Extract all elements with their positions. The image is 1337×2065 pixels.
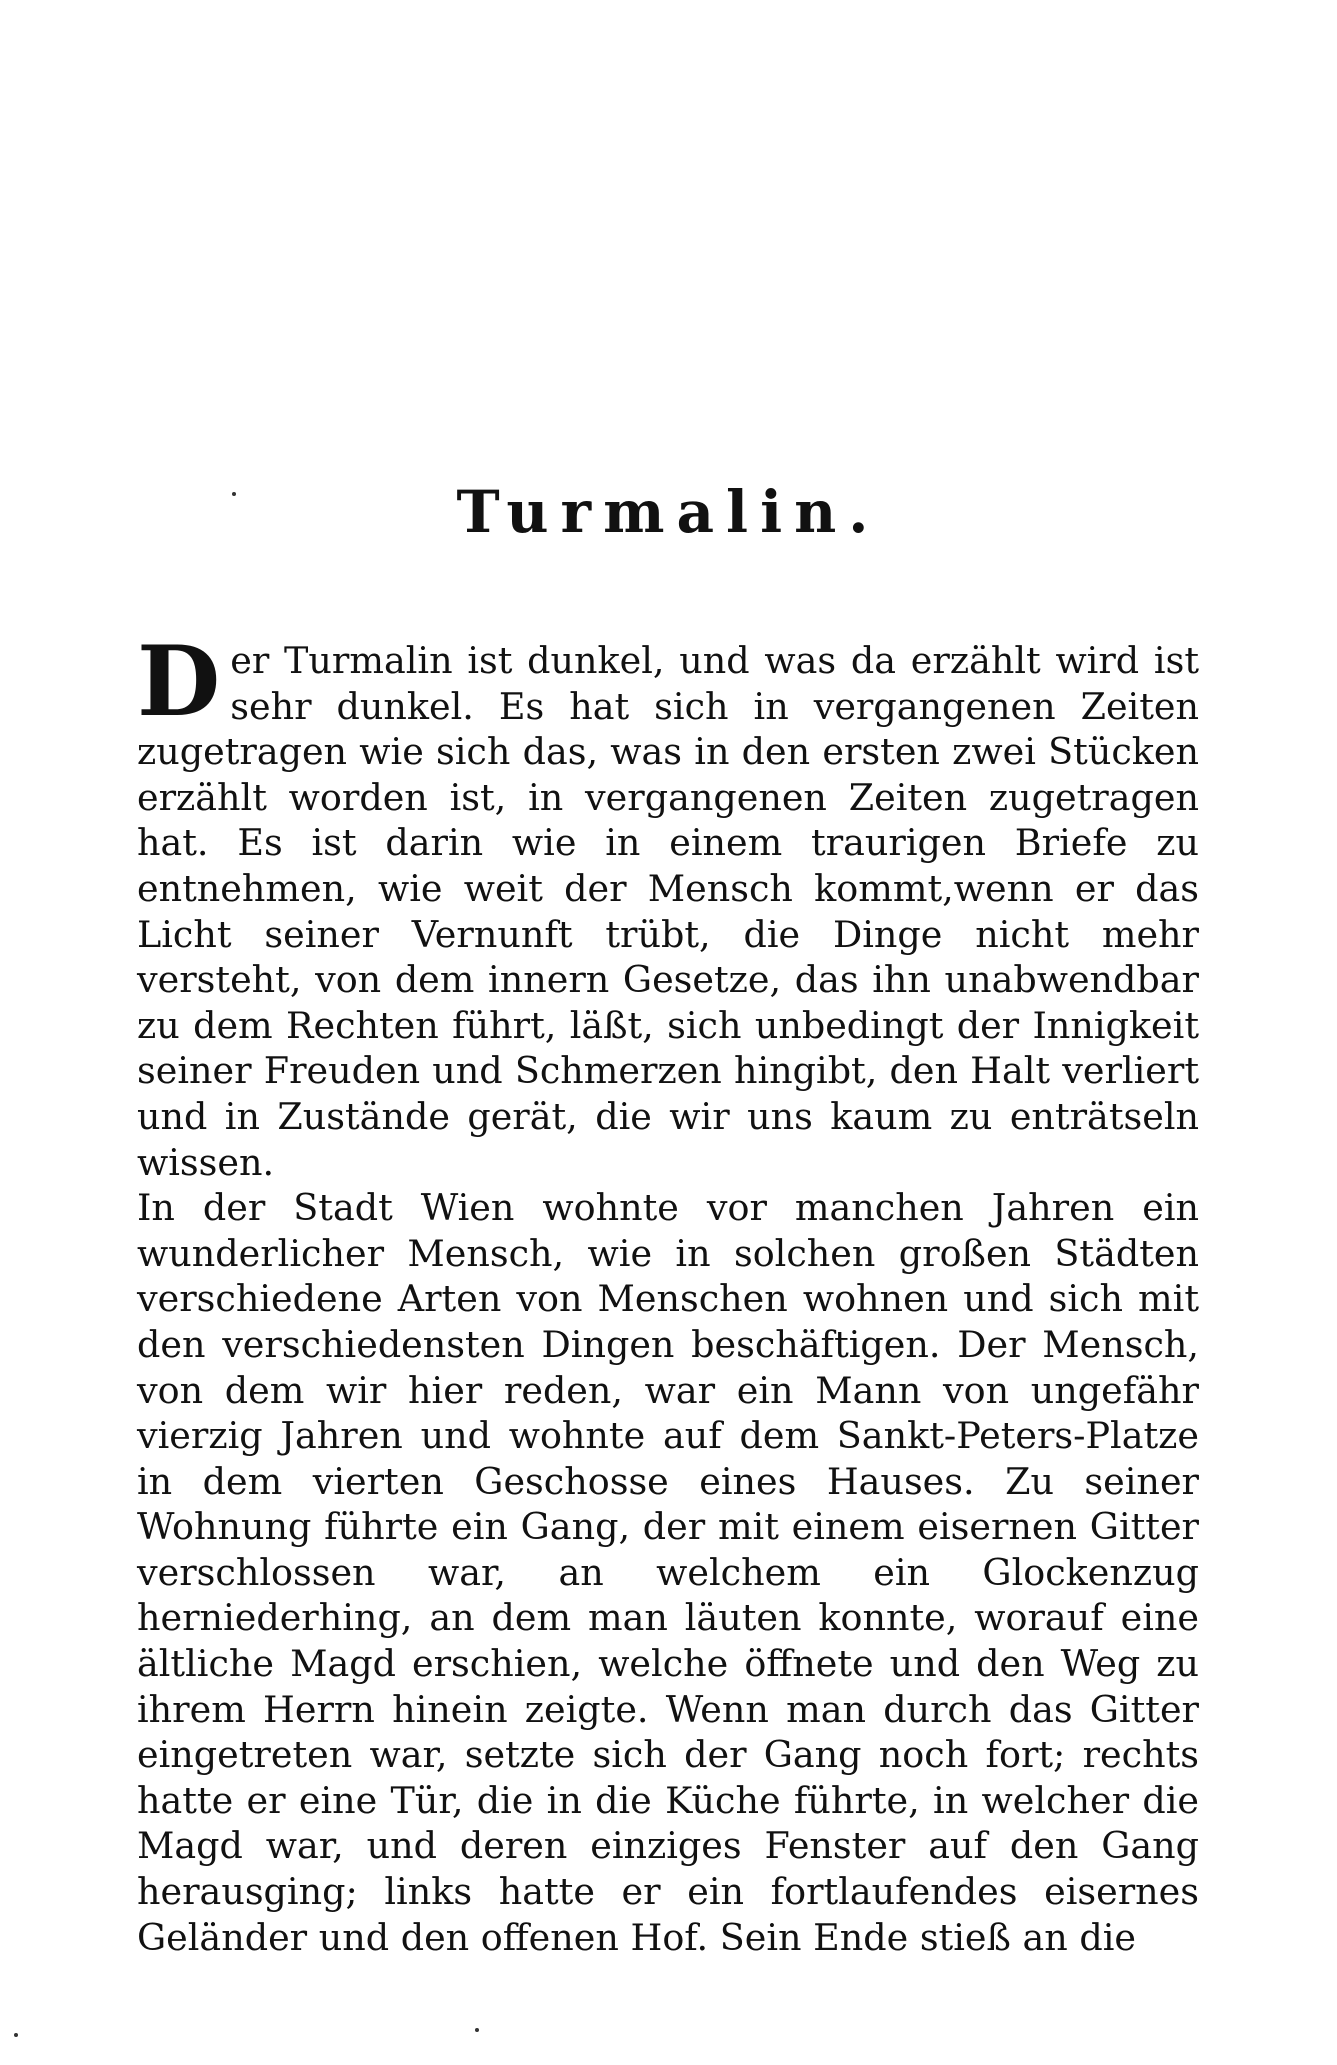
paragraph-1 xyxy=(137,625,1199,1185)
paragraph-2 xyxy=(137,1185,1199,1960)
paragraph-2-text: In der Stadt Wien wohnte vor manchen Jahren ein wunderlicher Mensch, wie in solchen großen Städten verschiedene Arten von Menschen wohnen und sich mit den verschiedensten Dingen beschäftigen. Der Mensch, von dem wir hier reden, war ein Mann von ungefähr vierzig Jahren und wohnte auf dem Sankt-Peters-Platze in dem vierten Geschosse eines Hauses. Zu seiner Wohnung führte ein Gang, der mit einem eisernen Gitter verschlossen war, an welchem ein Glockenzug herniederhing, an dem man läuten konnte, worauf eine ältliche Magd erschien, welche öffnete und den Weg zu ihrem Herrn hinein zeigte. Wenn man durch das Gitter eingetreten war, setzte sich der Gang noch fort; rechts hatte er eine Tür, die in die Küche führte, in welcher die Magd war, und deren einziges Fenster auf den Gang herausging; links hatte er ein fortlaufendes eisernes Geländer und den offenen Hof. Sein Ende stieß an die xyxy=(137,1186,1199,1959)
paragraph-1-text: er Turmalin ist dunkel, und was da erzählt wird ist sehr dunkel. Es hat sich in vergangenen Zeiten zugetragen wie sich das, was in den ersten zwei Stücken erzählt worden ist, in vergangenen Zeiten zugetragen hat. Es ist darin wie in einem traurigen Briefe zu entnehmen, wie weit der Mensch kommt,wenn er das Licht seiner Vernunft trübt, die Dinge nicht mehr versteht, von dem innern Gesetze, das ihn unabwendbar zu dem Rechten führt, läßt, sich unbedingt der Innigkeit seiner Freuden und Schmerzen hingibt, den Halt verliert und in Zustände gerät, die wir uns kaum zu enträtseln wissen. xyxy=(137,639,1199,1184)
chapter-title: Turmalin. xyxy=(456,478,881,546)
print-speck xyxy=(14,2033,18,2037)
print-speck xyxy=(232,492,236,496)
drop-cap: D xyxy=(137,625,221,738)
body-text xyxy=(137,625,1199,1960)
print-speck xyxy=(475,2028,479,2032)
